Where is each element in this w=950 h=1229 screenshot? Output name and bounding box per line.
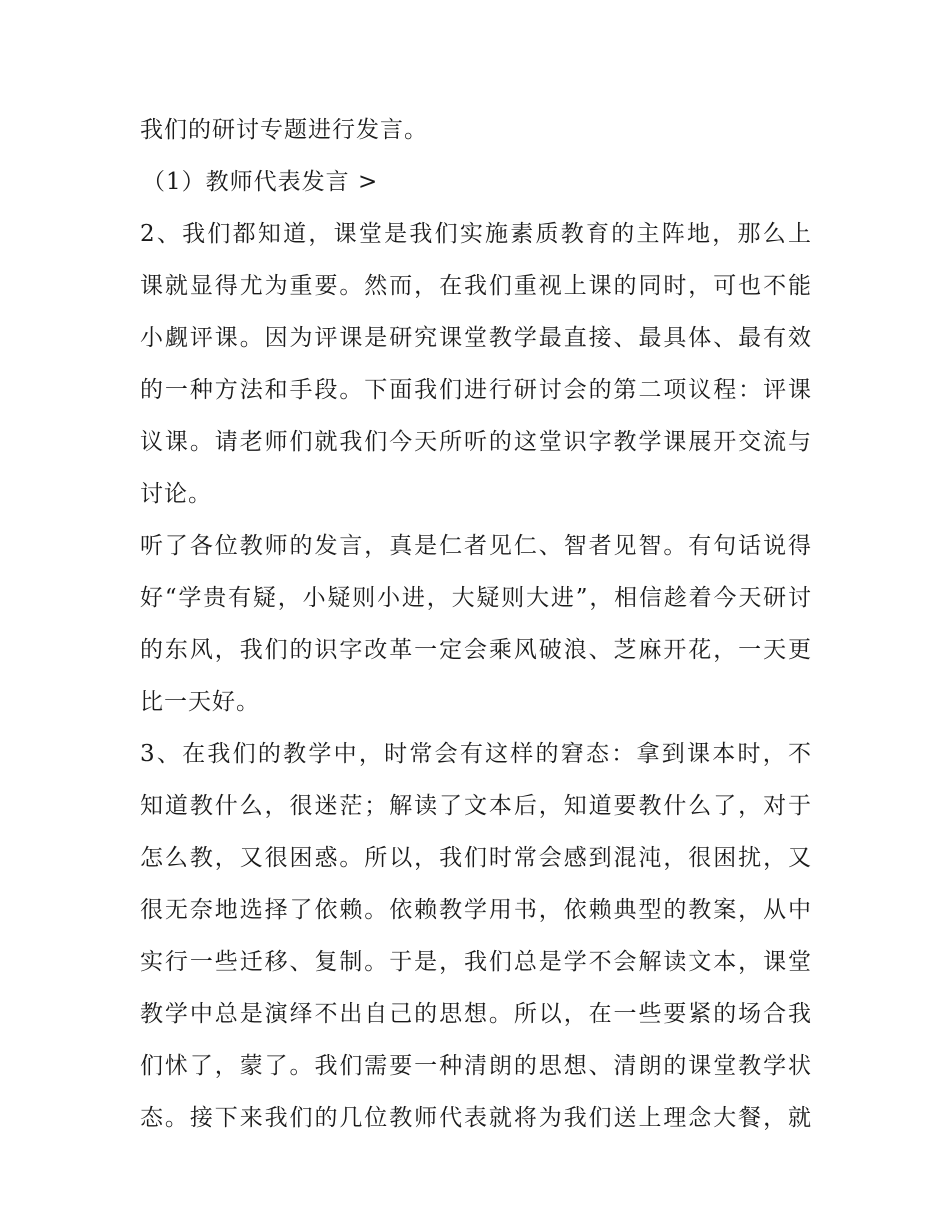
text-line-15: 怎么教，又很困惑。所以，我们时常会感到混沌，很困扰，又 [140, 845, 812, 871]
text-line-16: 很无奈地选择了依赖。依赖教学用书，依赖典型的教案，从中 [140, 897, 812, 923]
text-line-5: 小觑评课。因为评课是研究课堂教学最直接、最具体、最有效 [140, 325, 812, 351]
text-line-18: 教学中总是演绎不出自己的思想。所以，在一些要紧的场合我 [140, 1001, 812, 1027]
text-line-8: 讨论。 [140, 481, 212, 507]
text-line-19: 们怵了，蒙了。我们需要一种清朗的思想、清朗的课堂教学状 [140, 1053, 812, 1079]
text-line-6: 的一种方法和手段。下面我们进行研讨会的第二项议程：评课 [140, 377, 812, 403]
text-line-7: 议课。请老师们就我们今天所听的这堂识字教学课展开交流与 [140, 429, 812, 455]
text-line-3: 2、我们都知道，课堂是我们实施素质教育的主阵地，那么上 [140, 221, 812, 247]
text-line-4: 课就显得尤为重要。然而，在我们重视上课的同时，可也不能 [140, 273, 812, 299]
text-line-2: （1）教师代表发言 > [142, 169, 379, 195]
text-line-1: 我们的研讨专题进行发言。 [140, 117, 428, 143]
text-line-9: 听了各位教师的发言，真是仁者见仁、智者见智。有句话说得 [140, 533, 812, 559]
text-line-17: 实行一些迁移、复制。于是，我们总是学不会解读文本，课堂 [140, 949, 812, 975]
text-line-10: 好“学贵有疑，小疑则小进，大疑则大进”，相信趁着今天研讨 [140, 585, 812, 611]
text-line-13: 3、在我们的教学中，时常会有这样的窘态：拿到课本时，不 [140, 741, 812, 767]
document-page [140, 104, 812, 1144]
text-line-14: 知道教什么，很迷茫；解读了文本后，知道要教什么了，对于 [140, 793, 812, 819]
text-line-12: 比一天好。 [140, 689, 260, 715]
text-line-20: 态。接下来我们的几位教师代表就将为我们送上理念大餐，就 [140, 1105, 812, 1131]
text-line-11: 的东风，我们的识字改革一定会乘风破浪、芝麻开花，一天更 [140, 637, 812, 663]
